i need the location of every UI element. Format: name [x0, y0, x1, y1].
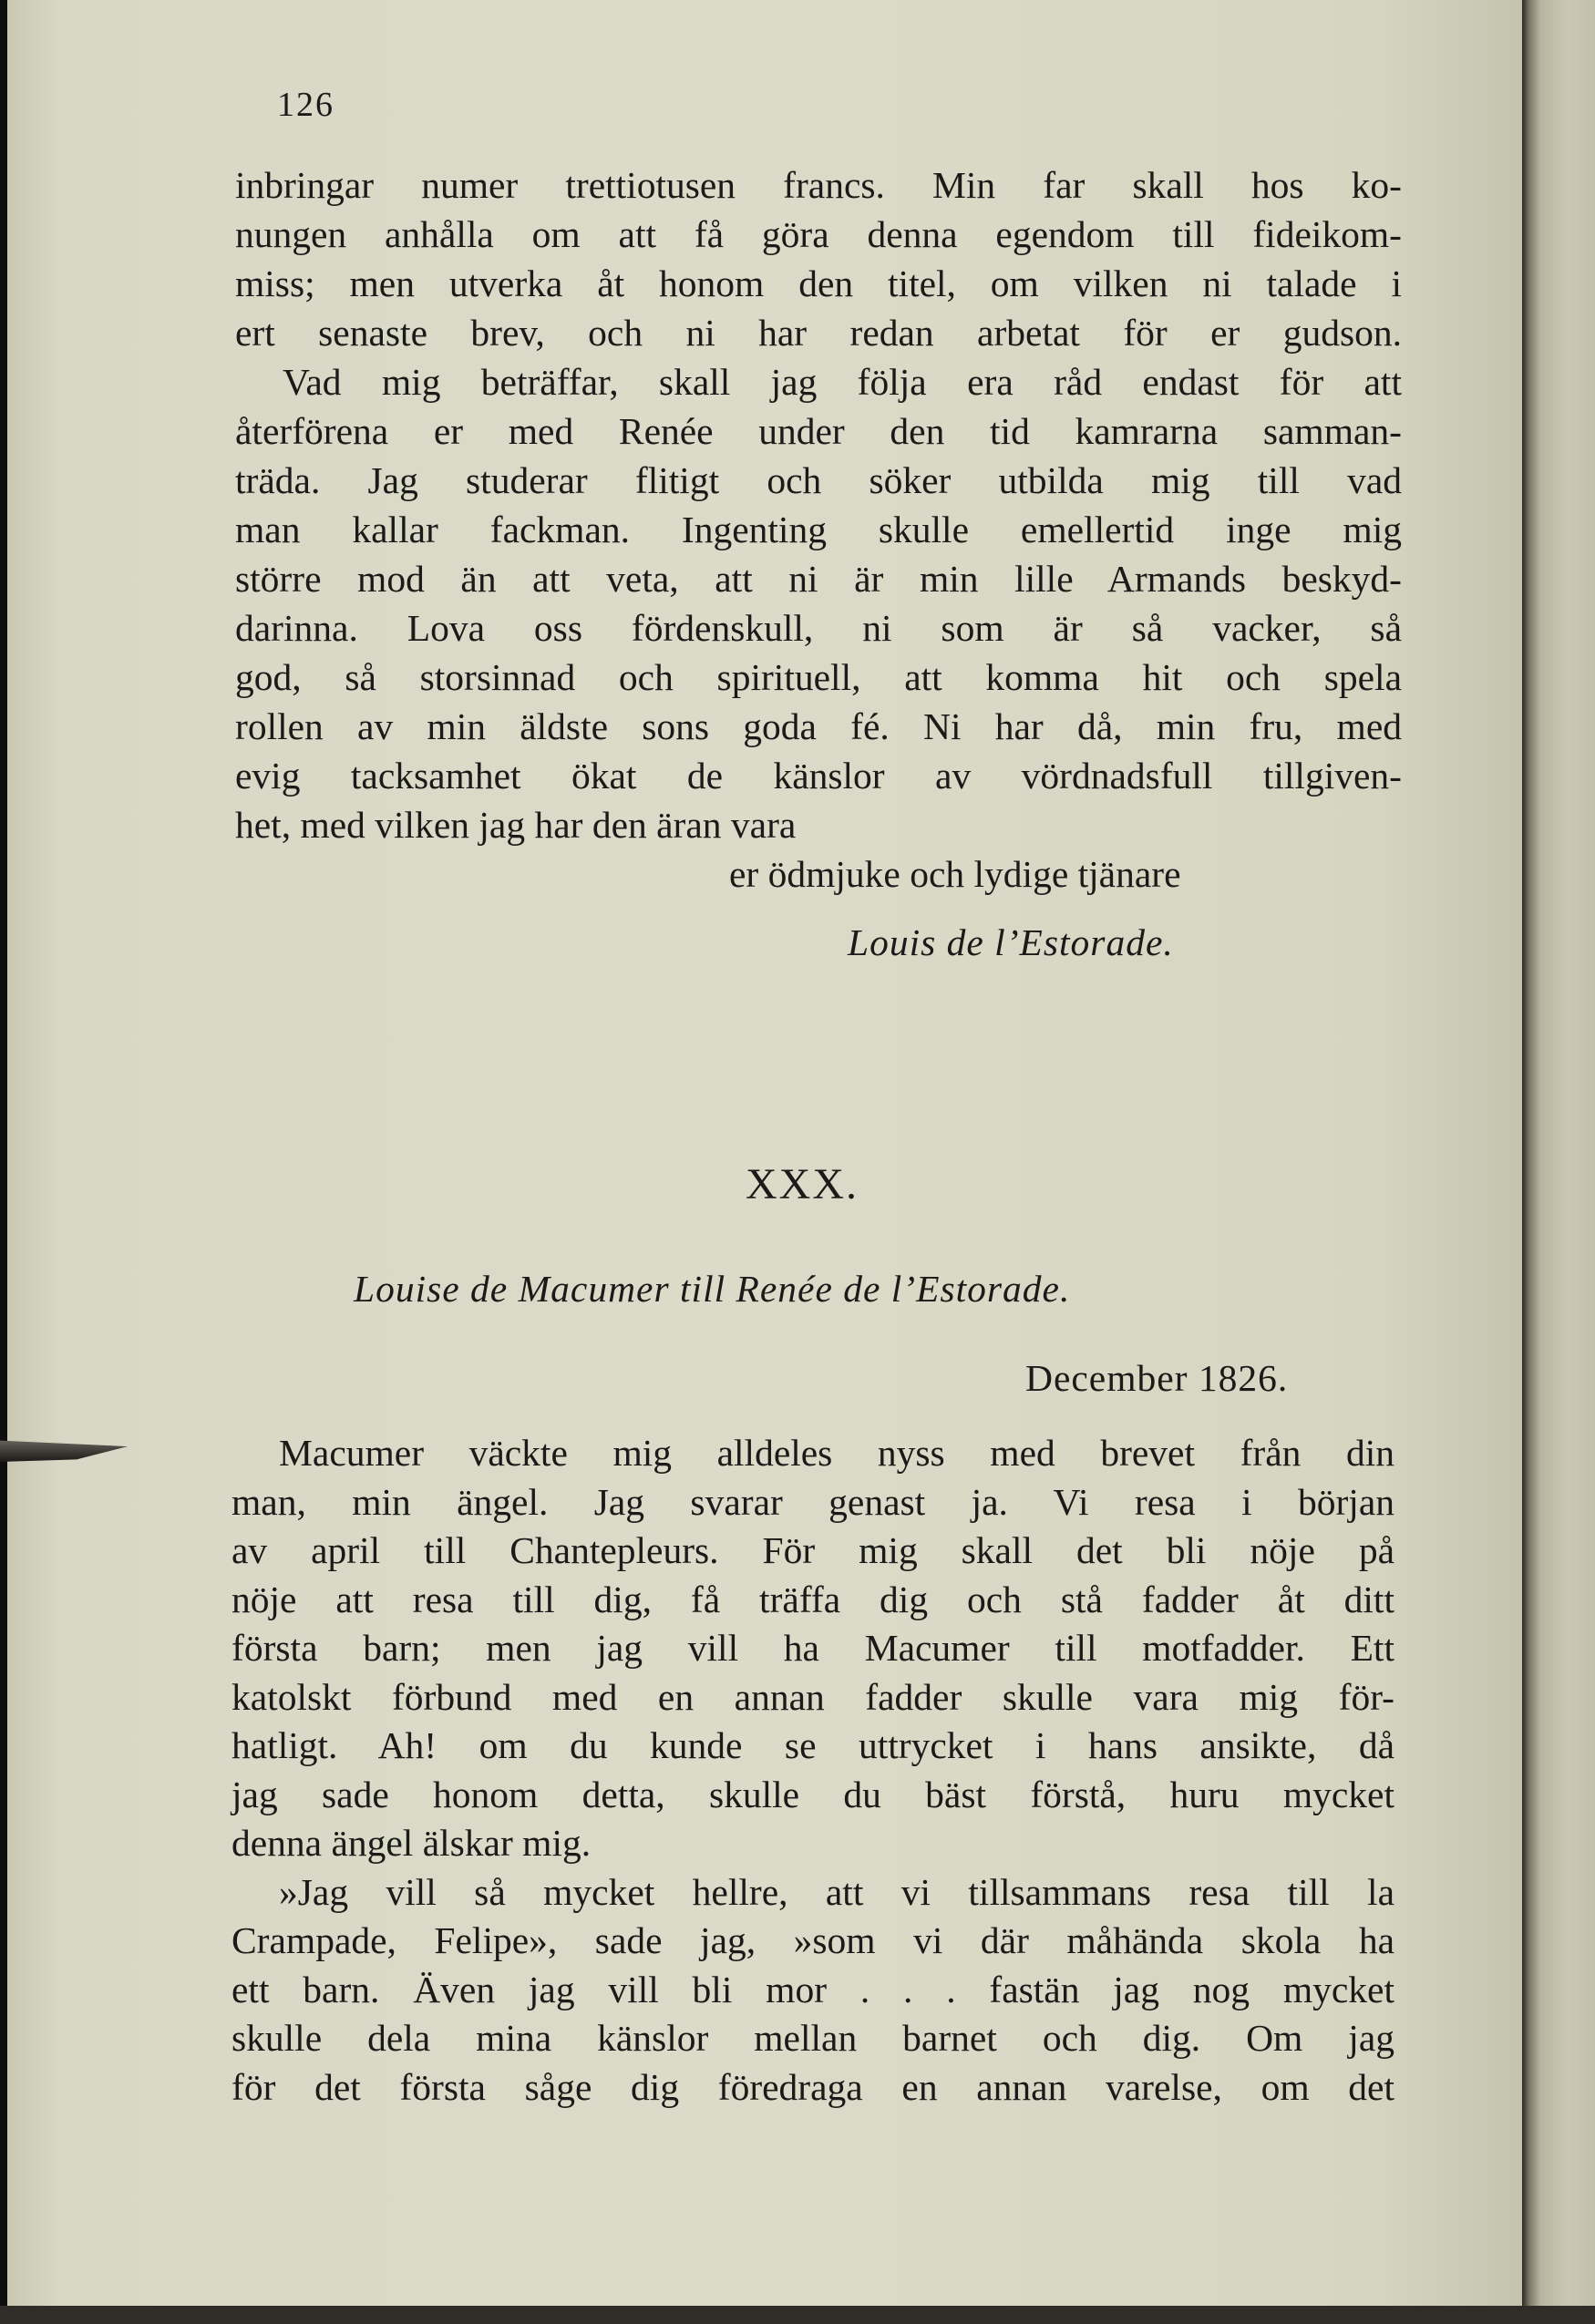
text-line: evig tacksamhet ökat de känslor av vördnadsfull tillgiven-: [235, 755, 1402, 797]
text-line: Macumer väckte mig alldeles nyss med brevet från din: [279, 1432, 1394, 1474]
book-spine: [1522, 0, 1595, 2324]
text-line: för det första såge dig föredraga en annan varelse, om det: [232, 2065, 1394, 2108]
text-line: jag sade honom detta, skulle du bäst förstå, huru mycket: [232, 1773, 1394, 1815]
text-line: återförena er med Renée under den tid kamrarna samman-: [235, 410, 1402, 452]
text-line: »Jag vill så mycket hellre, att vi tillsammans resa till la: [279, 1870, 1394, 1913]
text-line: nungen anhålla om att få göra denna egendom till fideikom-: [235, 213, 1402, 255]
text-line: Vad mig beträffar, skall jag följa era råd endast för att: [283, 361, 1402, 403]
page-bottom-edge: [0, 2306, 1595, 2324]
text-line: darinna. Lova oss fördenskull, ni som är så vacker, så: [235, 607, 1402, 649]
text-line: Crampade, Felipe», sade jag, »som vi där måhända skola ha: [232, 1919, 1394, 1961]
letter-signature: Louis de l’Estorade.: [848, 921, 1174, 963]
letter-heading: Louise de Macumer till Renée de l’Estorade.: [354, 1268, 1071, 1310]
text-line: träda. Jag studerar flitigt och söker utbilda mig till vad: [235, 459, 1402, 501]
text-line: katolskt förbund med en annan fadder skulle vara mig för-: [232, 1675, 1394, 1718]
letter-closing: er ödmjuke och lydige tjänare: [729, 853, 1181, 895]
letter-body-macumer: [232, 1429, 1394, 2112]
text-line: ett barn. Även jag vill bli mor . . . fastän jag nog mycket: [232, 1968, 1394, 2010]
text-line: första barn; men jag vill ha Macumer till motfadder. Ett: [232, 1627, 1394, 1669]
text-line: god, så storsinnad och spirituell, att komma hit och spela: [235, 656, 1402, 698]
text-line: ert senaste brev, och ni har redan arbetat för er gudson.: [235, 312, 1402, 354]
text-line: inbringar numer trettiotusen francs. Min far skall hos ko-: [235, 164, 1402, 206]
chapter-number: XXX.: [746, 1160, 859, 1208]
text-line: nöje att resa till dig, få träffa dig och stå fadder åt ditt: [232, 1578, 1394, 1620]
text-line: man, min ängel. Jag svarar genast ja. Vi resa i början: [232, 1480, 1394, 1523]
text-line: skulle dela mina känslor mellan barnet och dig. Om jag: [232, 2017, 1394, 2059]
text-line: rollen av min äldste sons goda fé. Ni har då, min fru, med: [235, 705, 1402, 747]
text-line: denna ängel älskar mig.: [232, 1822, 592, 1864]
text-line: man kallar fackman. Ingenting skulle emellertid inge mig: [235, 509, 1402, 550]
text-line: miss; men utverka åt honom den titel, om vilken ni talade i: [235, 262, 1402, 304]
text-line: större mod än att veta, att ni är min lille Armands beskyd-: [235, 558, 1402, 600]
letter-body-estorade: [235, 160, 1402, 849]
book-page: [7, 0, 1522, 2306]
page-number: 126: [277, 86, 334, 124]
text-line: hatligt. Ah! om du kunde se uttrycket i hans ansikte, då: [232, 1724, 1394, 1766]
text-line: av april till Chantepleurs. För mig skall det bli nöje på: [232, 1529, 1394, 1571]
letter-date: December 1826.: [1025, 1357, 1289, 1399]
text-line: het, med vilken jag har den äran vara: [235, 804, 797, 846]
